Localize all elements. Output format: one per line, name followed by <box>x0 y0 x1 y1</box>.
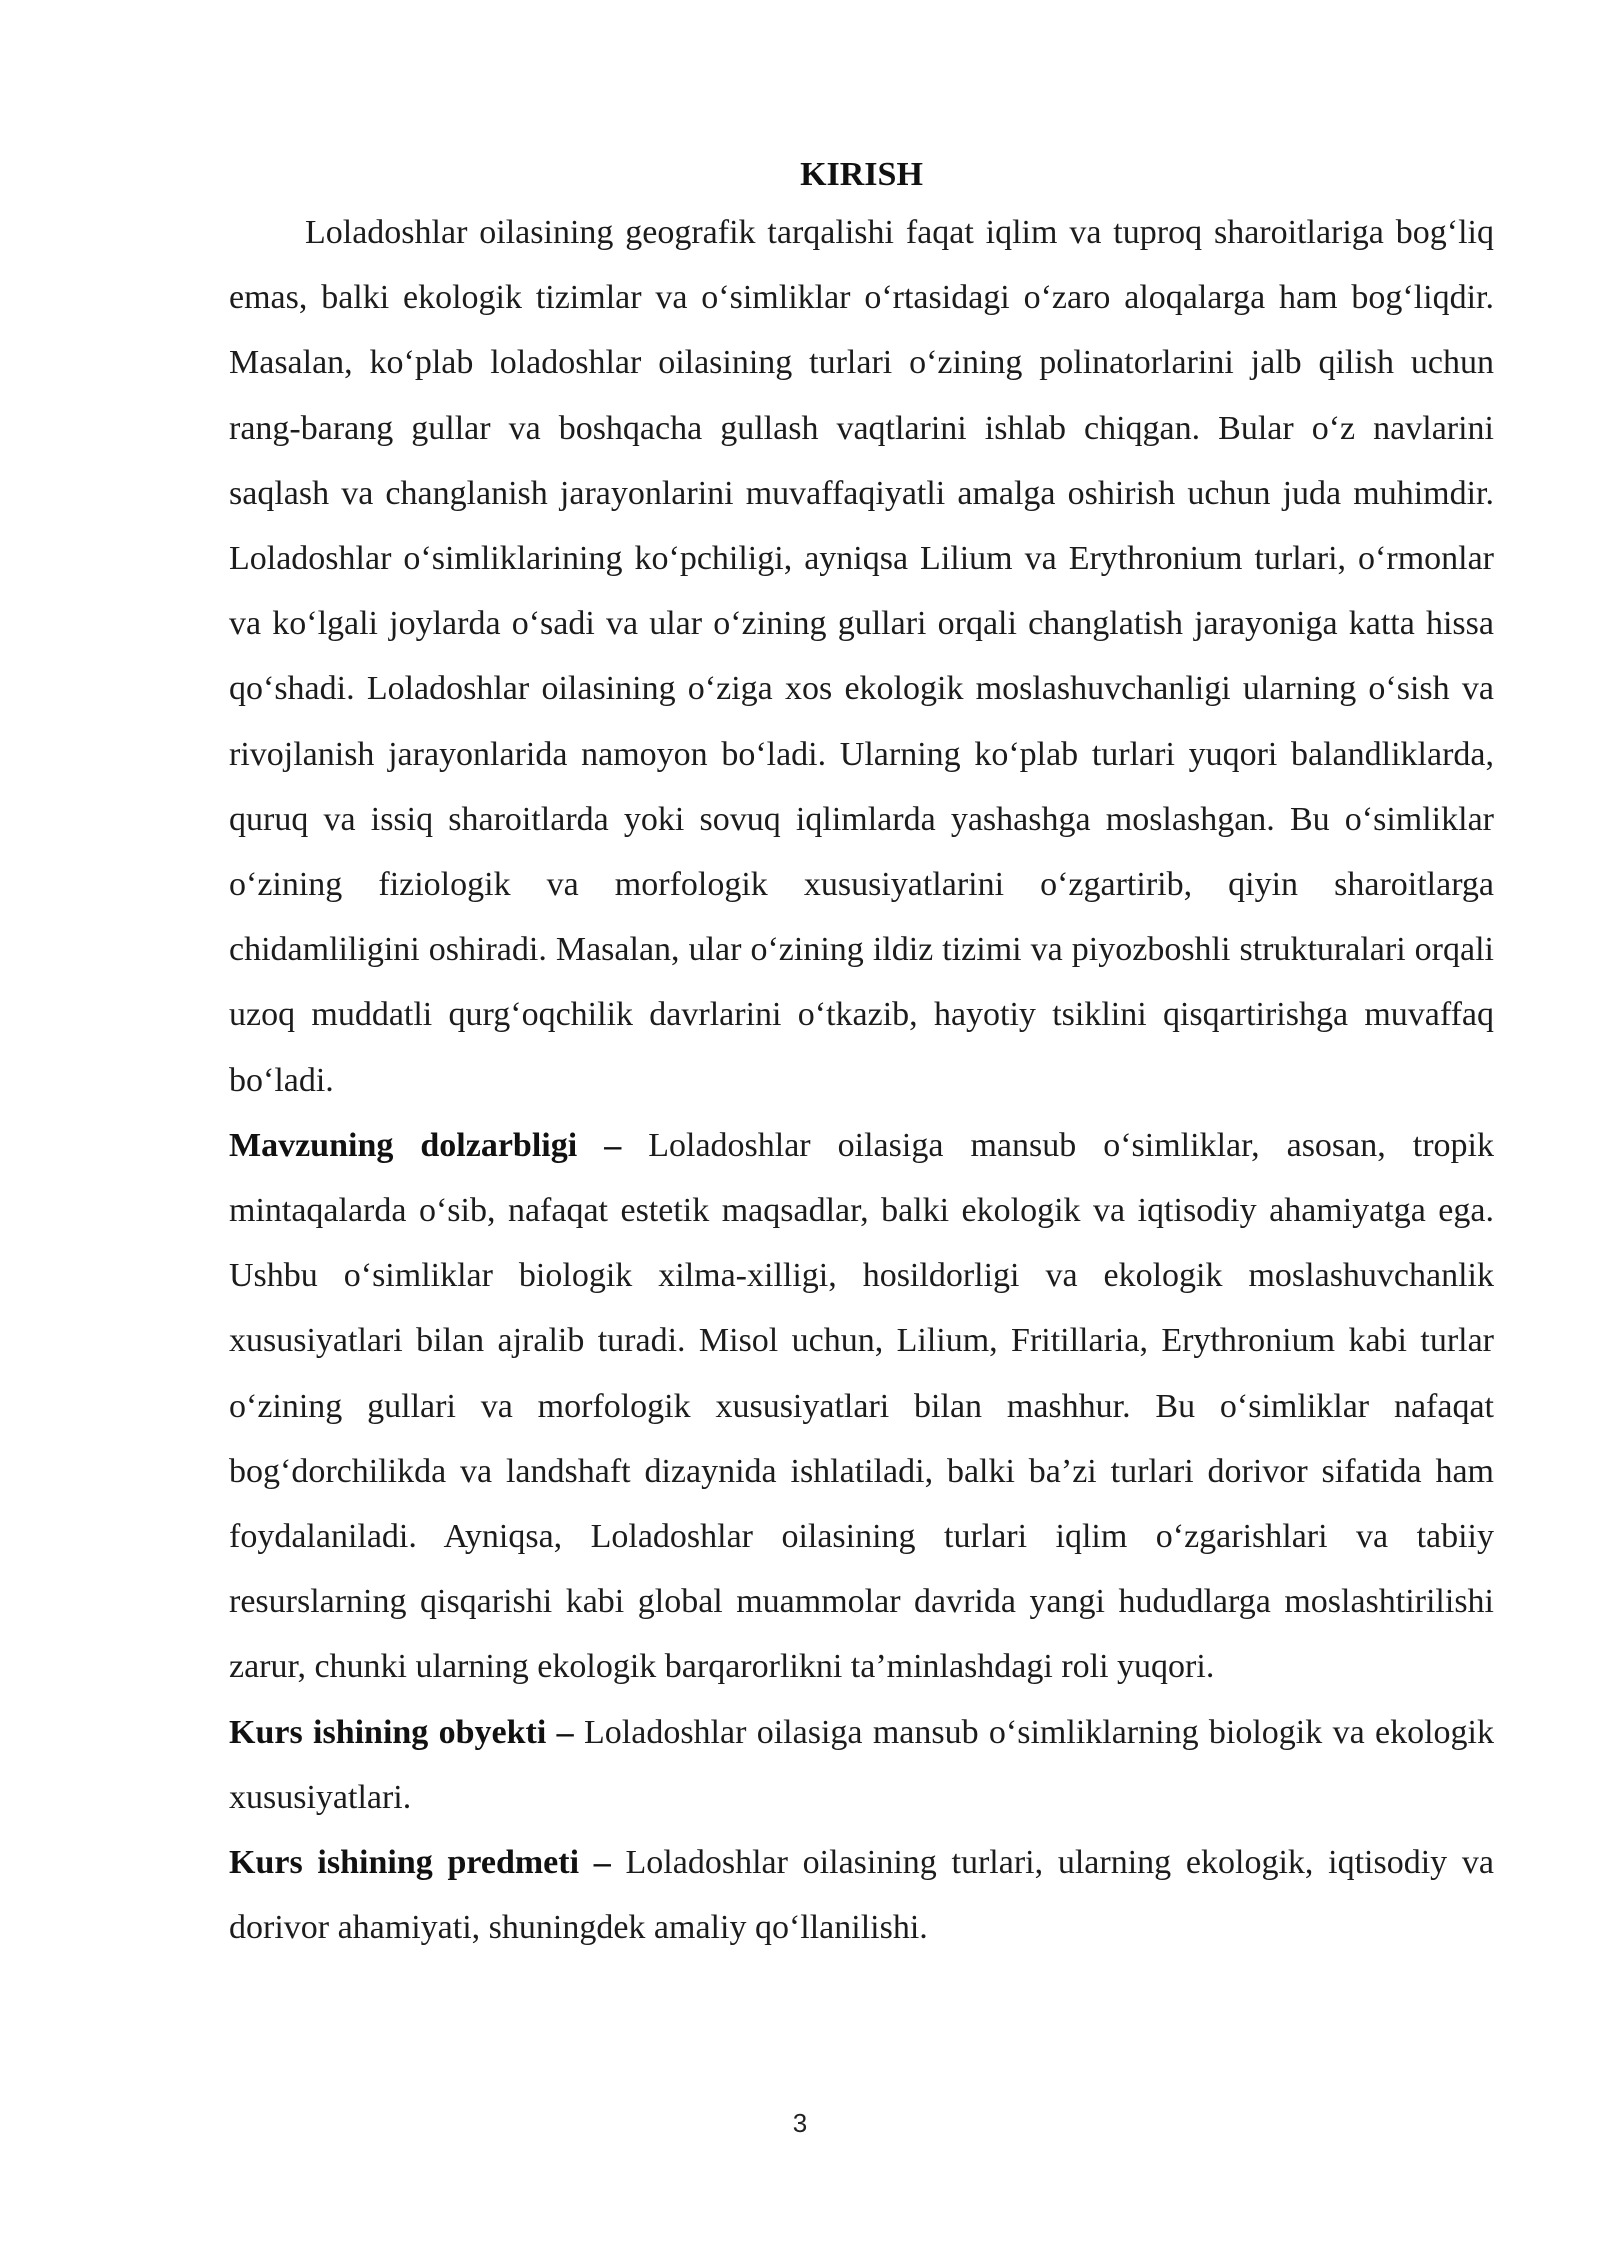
object-paragraph <box>229 1700 1494 1830</box>
subject-label: Kurs ishining predmeti – <box>229 1844 611 1882</box>
subject-text: Loladoshlar oilasining turlari, ularning ekologik, iqtisodiy va dorivor ahamiyati, shuningdek amaliy qo‘llanilishi. <box>229 1844 1494 1947</box>
object-text: Loladoshlar oilasiga mansub o‘simliklarning biologik va ekologik xususiyatlari. <box>229 1713 1494 1816</box>
page-number: 3 <box>792 2108 808 2138</box>
relevance-paragraph <box>229 1113 1494 1700</box>
relevance-text: Loladoshlar oilasiga mansub o‘simliklar, asosan, tropik mintaqalarda o‘sib, nafaqat estetik maqsadlar, balki ekologik va iqtisodiy ahamiyatga ega. Ushbu o‘simliklar biologik xilma-xilligi, hosildorligi va ekologik moslashuvchanlik xususiyatlari bilan ajralib turadi. Misol uchun, Lilium, Fritillaria, Erythronium kabi turlar o‘zining gullari va morfologik xususiyatlari bilan mashhur. Bu o‘simliklar nafaqat bog‘dorchilikda va landshaft dizaynida ishlatiladi, balki ba’zi turlari dorivor sifatida ham foydalaniladi. Ayniqsa, Loladoshlar oilasining turlari iqlim o‘zgarishlari va tabiiy resurslarning qisqarishi kabi global muammolar davrida yangi hududlarga moslashtirilishi zarur, chunki ularning ekologik barqarorlikni ta’minlashdagi roli yuqori. <box>229 1126 1494 1686</box>
subject-paragraph <box>229 1830 1494 1960</box>
document-page <box>229 150 1494 1960</box>
page-title: KIRISH <box>800 156 923 193</box>
object-label: Kurs ishining obyekti – <box>229 1713 574 1751</box>
intro-paragraph: Loladoshlar oilasining geografik tarqalishi faqat iqlim va tuproq sharoitlariga bog‘liq emas, balki ekologik tizimlar va o‘simliklar o‘rtasidagi o‘zaro aloqalarga ham bog‘liqdir. Masalan, ko‘plab loladoshlar oilasining turlari o‘zining polinatorlarini jalb qilish uchun rang-barang gullar va boshqacha gullash vaqtlarini ishlab chiqgan. Bular o‘z navlarini saqlash va changlanish jarayonlarini muvaffaqiyatli amalga oshirish uchun juda muhimdir. Loladoshlar o‘simliklarining ko‘pchiligi, ayniqsa Lilium va Erythronium turlari, o‘rmonlar va ko‘lgali joylarda o‘sadi va ular o‘zining gullari orqali changlatish jarayoniga katta hissa qo‘shadi. Loladoshlar oilasining o‘ziga xos ekologik moslashuvchanligi ularning o‘sish va rivojlanish jarayonlarida namoyon bo‘ladi. Ularning ko‘plab turlari yuqori balandliklarda, quruq va issiq sharoitlarda yoki sovuq iqlimlarda yashashga moslashgan. Bu o‘simliklar o‘zining fiziologik va morfologik xususiyatlarini o‘zgartirib, qiyin sharoitlarga chidamliligini oshiradi. Masalan, ular o‘zining ildiz tizimi va piyozboshli strukturalari orqali uzoq muddatli qurg‘oqchilik davrlarini o‘tkazib, hayotiy tsiklini qisqartirishga muvaffaq bo‘ladi. <box>229 214 1494 1099</box>
relevance-label: Mavzuning dolzarbligi – <box>229 1126 622 1164</box>
